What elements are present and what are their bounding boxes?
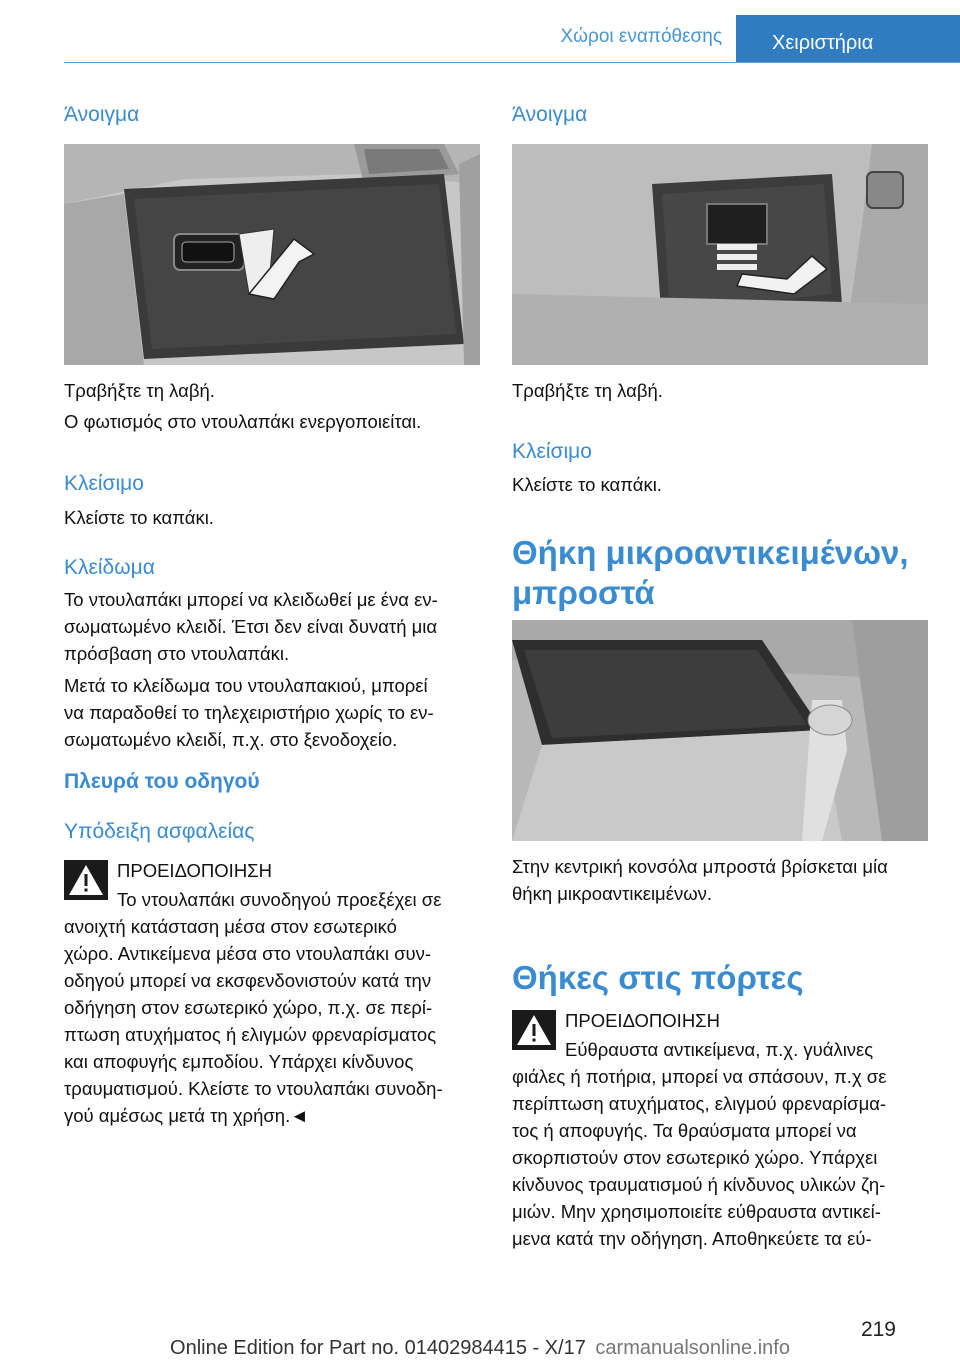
close-text-right: Κλείστε το καπάκι. (512, 474, 662, 495)
warning-right-line-5: σκορπιστούν στον εσωτερικό χώρο. Υπάρχει (512, 1147, 878, 1168)
warning-line-1: Το ντουλαπάκι συνοδηγού προεξέχει σε (117, 889, 442, 910)
heading-close: Κλείσιμο (64, 472, 144, 495)
header-chapter-tab[interactable]: Χειριστήρια (736, 15, 960, 62)
heading-tray-line-1: Θήκη μικροαντικειμένων, (512, 534, 909, 571)
footer-watermark[interactable]: carmanualsonline.info (595, 1337, 790, 1359)
header-rule (64, 62, 960, 63)
warning-right-line-2: φιάλες ή ποτήρια, μπορεί να σπάσουν, π.χ σε (512, 1066, 887, 1087)
open-step-1: Τραβήξτε τη λαβή. (64, 380, 215, 401)
heading-open: Άνοιγμα (64, 103, 140, 126)
warning-line-6: πτωση ατυχήματος ή ελιγμών φρεναρίσματος (64, 1024, 437, 1045)
glovebox-driver-illustration (64, 144, 480, 365)
lock-line-3: πρόσβαση στο ντουλαπάκι. (64, 643, 290, 664)
footer-edition-text: Online Edition for Part no. 01402984415 - X/17 (170, 1337, 586, 1359)
heading-lock: Κλείδωμα (64, 556, 155, 579)
tray-line-2: θήκη μικροαντικειμένων. (512, 883, 713, 904)
warning-right-title: ΠΡΟΕΙΔΟΠΟΙΗΣΗ (565, 1010, 720, 1031)
close-text: Κλείστε το καπάκι. (64, 507, 214, 528)
warning-line-3: χώρο. Αντικείμενα μέσα στο ντουλαπάκι συν‐ (64, 943, 432, 964)
lock-line-1: Το ντουλαπάκι μπορεί να κλειδωθεί με ένα εν‐ (64, 589, 438, 610)
warning-line-8: τραυματισμού. Κλείστε το ντουλαπάκι συνοδη‐ (64, 1078, 443, 1099)
heading-close-right: Κλείσιμο (512, 440, 592, 463)
lock-line-2: σωματωμένο κλειδί. Έτσι δεν είναι δυνατή μια (64, 616, 438, 637)
warning-line-5: οδήγηση στον εσωτερικό χώρο, π.χ. σε περί‐ (64, 997, 433, 1018)
heading-safety-note: Υπόδειξη ασφαλείας (64, 820, 255, 843)
header-section-title[interactable]: Χώροι εναπόθεσης (560, 26, 722, 47)
open-step-right: Τραβήξτε τη λαβή. (512, 380, 663, 401)
warning-right-line-7: μιών. Μην χρησιμοποιείτε εύθραυστα αντικεί‐ (512, 1201, 881, 1222)
glovebox-driver-figure (64, 144, 480, 365)
heading-driver-side: Πλευρά του οδηγού (64, 770, 260, 793)
tray-line-1: Στην κεντρική κονσόλα μπροστά βρίσκεται μία (512, 856, 888, 877)
warning-right-line-8: μενα κατά την οδήγηση. Αποθηκεύετε τα εύ‐ (512, 1228, 872, 1249)
warning-right-line-4: τος ή αποφυγής. Τα θραύσματα μπορεί να (512, 1120, 857, 1141)
warning-line-4: οδηγού μπορεί να εκσφενδονιστούν κατά την (64, 970, 432, 991)
heading-door-pockets: Θήκες στις πόρτες (512, 959, 804, 996)
warning-triangle-icon (64, 860, 108, 900)
page-number: 219 (860, 1318, 896, 1341)
warning-line-9: γού αμέσως μετά τη χρήση.◄ (64, 1105, 309, 1126)
warning-title: ΠΡΟΕΙΔΟΠΟΙΗΣΗ (117, 860, 272, 881)
warning-right-line-3: περίπτωση ατυχήματος, ελιγμού φρεναρίσμα‐ (512, 1093, 887, 1114)
warning-line-7: και αποφυγής εμποδίου. Υπάρχει κίνδυνος (64, 1051, 414, 1072)
glovebox-passenger-figure (512, 144, 928, 365)
heading-tray-line-2: μπροστά (512, 574, 655, 611)
lock2-line-2: να παραδοθεί το τηλεχειριστήριο χωρίς το εν‐ (64, 702, 434, 723)
warning-right-line-1: Εύθραυστα αντικείμενα, π.χ. γυάλινες (565, 1039, 874, 1060)
glovebox-passenger-illustration (512, 144, 928, 365)
footer (0, 1337, 960, 1360)
lock2-line-1: Μετά το κλείδωμα του ντουλαπακιού, μπορεί (64, 675, 428, 696)
open-step-2: Ο φωτισμός στο ντουλαπάκι ενεργοποιείται. (64, 411, 422, 432)
front-tray-figure (512, 620, 928, 841)
warning-triangle-icon-right (512, 1010, 556, 1050)
heading-open-right: Άνοιγμα (512, 103, 588, 126)
front-tray-illustration (512, 620, 928, 841)
warning-right-line-6: κίνδυνος τραυματισμού ή κίνδυνος υλικών ζη‐ (512, 1174, 886, 1195)
lock2-line-3: σωματωμένο κλειδί, π.χ. στο ξενοδοχείο. (64, 729, 398, 750)
warning-line-2: ανοιχτή κατάσταση μέσα στον εσωτερικό (64, 916, 397, 937)
